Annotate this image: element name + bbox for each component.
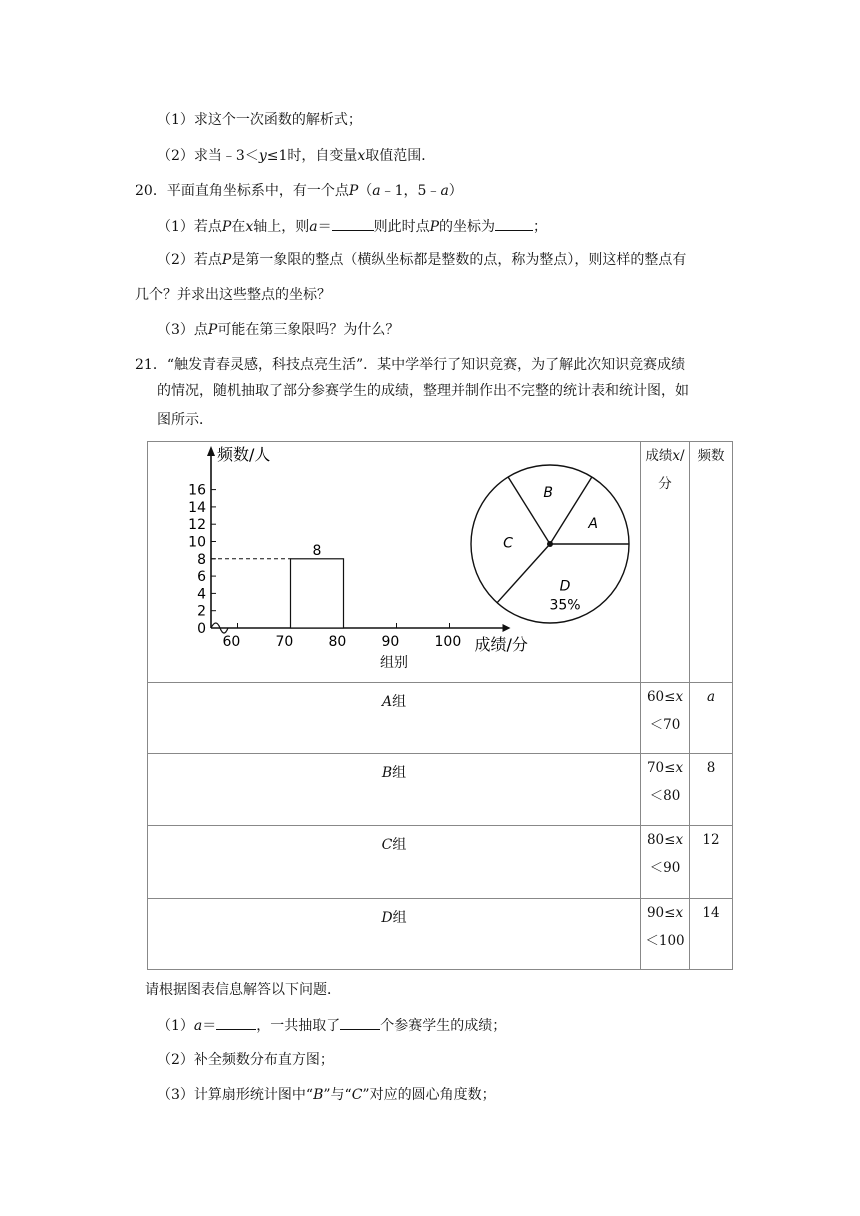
q21-stem-line3: 图所示． xyxy=(157,412,213,428)
q20-part3: （3）点P可能在第三象限吗？为什么？ xyxy=(157,322,400,338)
y-tick-label: 10 xyxy=(188,534,206,551)
group-column-header: 组别 xyxy=(380,655,408,671)
y-tick-label: 6 xyxy=(197,569,206,586)
table-row: B组 70≤x ＜80 8 xyxy=(148,754,733,826)
table-row: D组 90≤x ＜100 14 xyxy=(148,899,733,970)
x-axis-label: 成绩/分 xyxy=(474,635,528,654)
y-tick-label: 2 xyxy=(197,603,206,620)
q20-part2-cont: 几个？并求出这些整点的坐标？ xyxy=(135,287,331,303)
y-tick-label: 14 xyxy=(188,499,206,516)
q21-part3: （3）计算扇形统计图中“B”与“C”对应的圆心角度数； xyxy=(157,1087,496,1103)
table-row: C组 80≤x ＜90 12 xyxy=(148,826,733,899)
score-column-header: 成绩x/ 分 xyxy=(641,442,690,683)
pie-slice-label: B xyxy=(543,485,553,502)
pie-slice-percent: 35% xyxy=(549,597,581,614)
bar-value-label: 8 xyxy=(312,542,322,559)
y-tick-label: 12 xyxy=(188,517,206,534)
table-row: A组 60≤x ＜70 a xyxy=(148,683,733,754)
score-table xyxy=(147,441,733,970)
q19-part1: （1）求这个一次函数的解析式； xyxy=(157,112,362,128)
answer-blank[interactable] xyxy=(495,216,533,231)
q21-instructions: 请根据图表信息解答以下问题． xyxy=(145,982,341,998)
q20-part2: （2）若点P是第一象限的整点（横纵坐标都是整数的点，称为整点），则这样的整点有 xyxy=(157,252,687,268)
q21-stem-line1: 21．“触发青春灵感，科技点亮生活”．某中学举行了知识竞赛，为了解此次知识竞赛成绩 xyxy=(135,357,686,373)
q19-part2: （2）求当﹣3＜y≤1时，自变量x取值范围． xyxy=(157,148,436,164)
x-tick-label: 90 xyxy=(381,634,400,650)
q20-part1: （1）若点P在x轴上，则a＝ 则此时点P的坐标为 ； xyxy=(157,216,547,237)
q21-stem-line2: 的情况，随机抽取了部分参赛学生的成绩，整理并制作出不完整的统计表和统计图，如 xyxy=(157,383,689,399)
y-axis-arrow xyxy=(207,446,215,456)
x-tick-label: 60 xyxy=(222,634,241,650)
answer-blank[interactable] xyxy=(340,1015,380,1030)
histogram xyxy=(168,444,528,654)
y-axis-label: 频数/人 xyxy=(217,445,271,464)
x-tick-label: 80 xyxy=(328,634,347,650)
pie-slice-label: D xyxy=(559,578,571,595)
pie-slice-label: A xyxy=(588,515,598,532)
answer-blank[interactable] xyxy=(332,216,374,231)
table-header-row xyxy=(148,442,733,683)
answer-blank[interactable] xyxy=(216,1015,256,1030)
q21-part1: （1）a＝ ，一共抽取了 个参赛学生的成绩； xyxy=(157,1015,506,1036)
frequency-column-header: 频数 xyxy=(690,442,733,683)
pie-center xyxy=(547,541,553,547)
y-tick-label: 0 xyxy=(197,621,206,637)
q20-stem: 20．平面直角坐标系中，有一个点P（a﹣1，5﹣a） xyxy=(135,183,463,199)
y-tick-label: 16 xyxy=(188,482,206,499)
pie-chart xyxy=(470,464,640,634)
x-tick-label: 70 xyxy=(275,634,294,650)
y-tick-label: 8 xyxy=(197,551,206,568)
x-tick-label: 100 xyxy=(434,634,462,650)
y-tick-label: 4 xyxy=(197,586,206,603)
pie-slice-label: C xyxy=(503,535,513,552)
chart-cell xyxy=(148,442,641,683)
q21-part2: （2）补全频数分布直方图； xyxy=(157,1052,334,1068)
histogram-bar xyxy=(291,559,344,628)
